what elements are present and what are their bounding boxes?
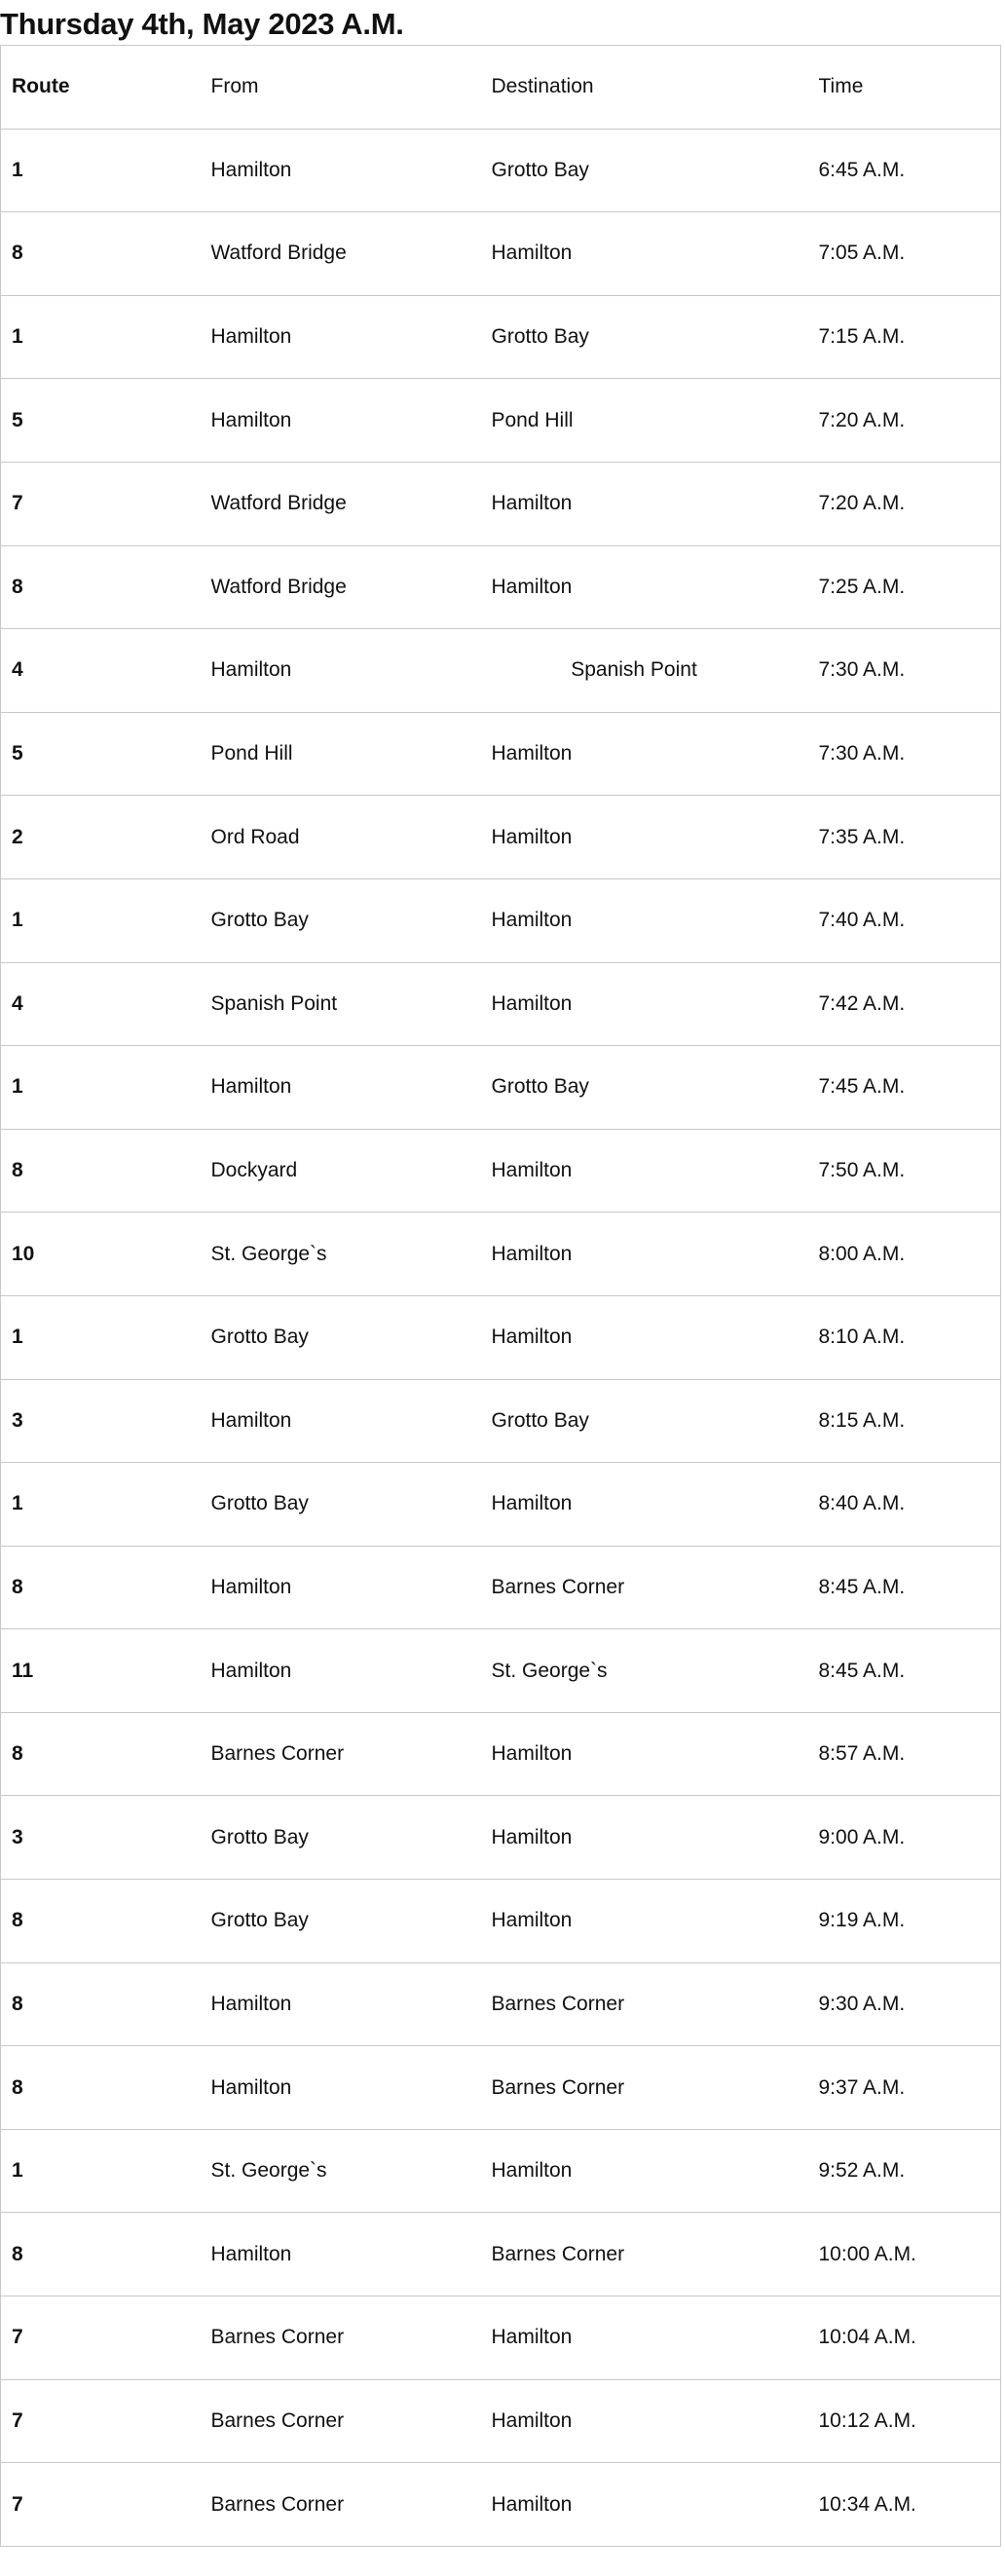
table-row: [1, 1546, 1001, 1629]
bus-schedule-table: [0, 45, 1001, 2547]
cell-route: 3: [1, 1379, 201, 1463]
cell-route: 1: [1, 1463, 201, 1547]
cell-destination: Hamilton: [481, 796, 808, 879]
cell-route: 5: [1, 712, 201, 796]
cell-destination: Hamilton: [481, 1295, 808, 1379]
table-row: [1, 1463, 1001, 1547]
cell-time: 8:00 A.M.: [808, 1213, 1001, 1296]
cell-destination: Spanish Point: [481, 629, 808, 713]
cell-time: 6:45 A.M.: [808, 129, 1001, 212]
table-row: [1, 1213, 1001, 1296]
cell-destination: St. George`s: [481, 1629, 808, 1713]
cell-route: 7: [1, 2296, 201, 2380]
cell-route: 4: [1, 629, 201, 713]
cell-from: Hamilton: [201, 379, 481, 463]
table-row: [1, 629, 1001, 713]
cell-route: 1: [1, 878, 201, 962]
column-header-from: From: [201, 46, 481, 130]
cell-time: 7:05 A.M.: [808, 212, 1001, 296]
table-row: [1, 2046, 1001, 2130]
cell-destination: Hamilton: [481, 1880, 808, 1963]
cell-from: Ord Road: [201, 796, 481, 879]
cell-from: Barnes Corner: [201, 1712, 481, 1796]
cell-destination: Barnes Corner: [481, 1546, 808, 1629]
cell-time: 9:52 A.M.: [808, 2129, 1001, 2213]
cell-destination: Hamilton: [481, 962, 808, 1046]
cell-destination: Grotto Bay: [481, 295, 808, 379]
cell-from: Hamilton: [201, 1546, 481, 1629]
table-row: [1, 1046, 1001, 1130]
cell-time: 7:35 A.M.: [808, 796, 1001, 879]
cell-destination: Hamilton: [481, 1129, 808, 1213]
cell-destination: Hamilton: [481, 212, 808, 296]
cell-from: Pond Hill: [201, 712, 481, 796]
cell-route: 8: [1, 2046, 201, 2130]
cell-route: 10: [1, 1213, 201, 1296]
cell-from: Grotto Bay: [201, 1295, 481, 1379]
cell-time: 10:34 A.M.: [808, 2463, 1001, 2547]
cell-from: Hamilton: [201, 2213, 481, 2296]
cell-route: 2: [1, 796, 201, 879]
table-row: [1, 2213, 1001, 2296]
cell-destination: Pond Hill: [481, 379, 808, 463]
cell-from: Hamilton: [201, 295, 481, 379]
column-header-destination: Destination: [481, 46, 808, 130]
cell-from: Barnes Corner: [201, 2296, 481, 2380]
cell-from: St. George`s: [201, 1213, 481, 1296]
cell-time: 10:12 A.M.: [808, 2379, 1001, 2463]
table-row: [1, 796, 1001, 879]
cell-from: Dockyard: [201, 1129, 481, 1213]
cell-time: 9:00 A.M.: [808, 1796, 1001, 1880]
cell-from: Grotto Bay: [201, 1463, 481, 1547]
cell-time: 8:40 A.M.: [808, 1463, 1001, 1547]
cell-destination: Barnes Corner: [481, 2213, 808, 2296]
cell-route: 8: [1, 1129, 201, 1213]
cell-time: 8:45 A.M.: [808, 1629, 1001, 1713]
table-row: [1, 2463, 1001, 2547]
table-body: [1, 129, 1001, 2546]
page-title: Thursday 4th, May 2023 A.M.: [0, 7, 404, 41]
table-row: [1, 462, 1001, 545]
cell-route: 7: [1, 2379, 201, 2463]
cell-route: 8: [1, 545, 201, 629]
cell-route: 8: [1, 2213, 201, 2296]
cell-time: 10:04 A.M.: [808, 2296, 1001, 2380]
cell-from: Watford Bridge: [201, 212, 481, 296]
cell-from: St. George`s: [201, 2129, 481, 2213]
table-row: [1, 2296, 1001, 2380]
table-row: [1, 545, 1001, 629]
cell-route: 8: [1, 1962, 201, 2046]
cell-route: 8: [1, 1880, 201, 1963]
cell-time: 8:45 A.M.: [808, 1546, 1001, 1629]
cell-route: 7: [1, 462, 201, 545]
cell-time: 8:10 A.M.: [808, 1295, 1001, 1379]
cell-time: 7:50 A.M.: [808, 1129, 1001, 1213]
cell-destination: Barnes Corner: [481, 2046, 808, 2130]
header-row: [1, 46, 1001, 130]
cell-from: Barnes Corner: [201, 2379, 481, 2463]
cell-time: 7:40 A.M.: [808, 878, 1001, 962]
cell-route: 7: [1, 2463, 201, 2547]
table-row: [1, 295, 1001, 379]
cell-destination: Grotto Bay: [481, 129, 808, 212]
cell-time: 7:45 A.M.: [808, 1046, 1001, 1130]
cell-destination: Hamilton: [481, 2129, 808, 2213]
table-row: [1, 2379, 1001, 2463]
cell-time: 7:15 A.M.: [808, 295, 1001, 379]
table-row: [1, 1629, 1001, 1713]
cell-destination: Grotto Bay: [481, 1046, 808, 1130]
cell-time: 7:30 A.M.: [808, 629, 1001, 713]
cell-time: 10:00 A.M.: [808, 2213, 1001, 2296]
cell-from: Hamilton: [201, 129, 481, 212]
cell-route: 8: [1, 1546, 201, 1629]
cell-from: Watford Bridge: [201, 462, 481, 545]
table-row: [1, 2129, 1001, 2213]
cell-from: Watford Bridge: [201, 545, 481, 629]
cell-from: Barnes Corner: [201, 2463, 481, 2547]
cell-destination: Hamilton: [481, 545, 808, 629]
cell-route: 4: [1, 962, 201, 1046]
cell-route: 8: [1, 212, 201, 296]
cell-route: 1: [1, 295, 201, 379]
cell-time: 9:30 A.M.: [808, 1962, 1001, 2046]
table-row: [1, 1712, 1001, 1796]
cell-time: 9:19 A.M.: [808, 1880, 1001, 1963]
cell-route: 3: [1, 1796, 201, 1880]
table-row: [1, 1379, 1001, 1463]
cell-time: 7:20 A.M.: [808, 379, 1001, 463]
cell-time: 7:30 A.M.: [808, 712, 1001, 796]
cell-from: Grotto Bay: [201, 878, 481, 962]
table-header: [1, 46, 1001, 130]
cell-route: 1: [1, 129, 201, 212]
table-row: [1, 1962, 1001, 2046]
cell-route: 1: [1, 2129, 201, 2213]
table-row: [1, 1796, 1001, 1880]
cell-from: Hamilton: [201, 629, 481, 713]
table-row: [1, 962, 1001, 1046]
cell-destination: Hamilton: [481, 878, 808, 962]
cell-destination: Hamilton: [481, 462, 808, 545]
cell-from: Hamilton: [201, 1962, 481, 2046]
table-row: [1, 129, 1001, 212]
cell-time: 7:42 A.M.: [808, 962, 1001, 1046]
cell-destination: Hamilton: [481, 1213, 808, 1296]
cell-destination: Hamilton: [481, 2296, 808, 2380]
cell-from: Hamilton: [201, 1379, 481, 1463]
cell-from: Hamilton: [201, 1629, 481, 1713]
cell-route: 11: [1, 1629, 201, 1713]
cell-time: 8:15 A.M.: [808, 1379, 1001, 1463]
column-header-route: Route: [1, 46, 201, 130]
cell-time: 7:20 A.M.: [808, 462, 1001, 545]
cell-destination: Hamilton: [481, 1463, 808, 1547]
cell-route: 8: [1, 1712, 201, 1796]
cell-destination: Hamilton: [481, 2463, 808, 2547]
cell-time: 7:25 A.M.: [808, 545, 1001, 629]
cell-destination: Grotto Bay: [481, 1379, 808, 1463]
cell-destination: Hamilton: [481, 712, 808, 796]
cell-route: 1: [1, 1295, 201, 1379]
cell-route: 1: [1, 1046, 201, 1130]
cell-from: Hamilton: [201, 2046, 481, 2130]
column-header-time: Time: [808, 46, 1001, 130]
cell-from: Grotto Bay: [201, 1880, 481, 1963]
table-row: [1, 878, 1001, 962]
cell-destination: Hamilton: [481, 1712, 808, 1796]
cell-route: 5: [1, 379, 201, 463]
table-row: [1, 1295, 1001, 1379]
table-row: [1, 212, 1001, 296]
table-row: [1, 712, 1001, 796]
table-row: [1, 1880, 1001, 1963]
cell-from: Hamilton: [201, 1046, 481, 1130]
cell-from: Grotto Bay: [201, 1796, 481, 1880]
table-row: [1, 379, 1001, 463]
cell-destination: Hamilton: [481, 1796, 808, 1880]
cell-time: 9:37 A.M.: [808, 2046, 1001, 2130]
cell-time: 8:57 A.M.: [808, 1712, 1001, 1796]
cell-destination: Barnes Corner: [481, 1962, 808, 2046]
cell-from: Spanish Point: [201, 962, 481, 1046]
cell-destination: Hamilton: [481, 2379, 808, 2463]
table-row: [1, 1129, 1001, 1213]
